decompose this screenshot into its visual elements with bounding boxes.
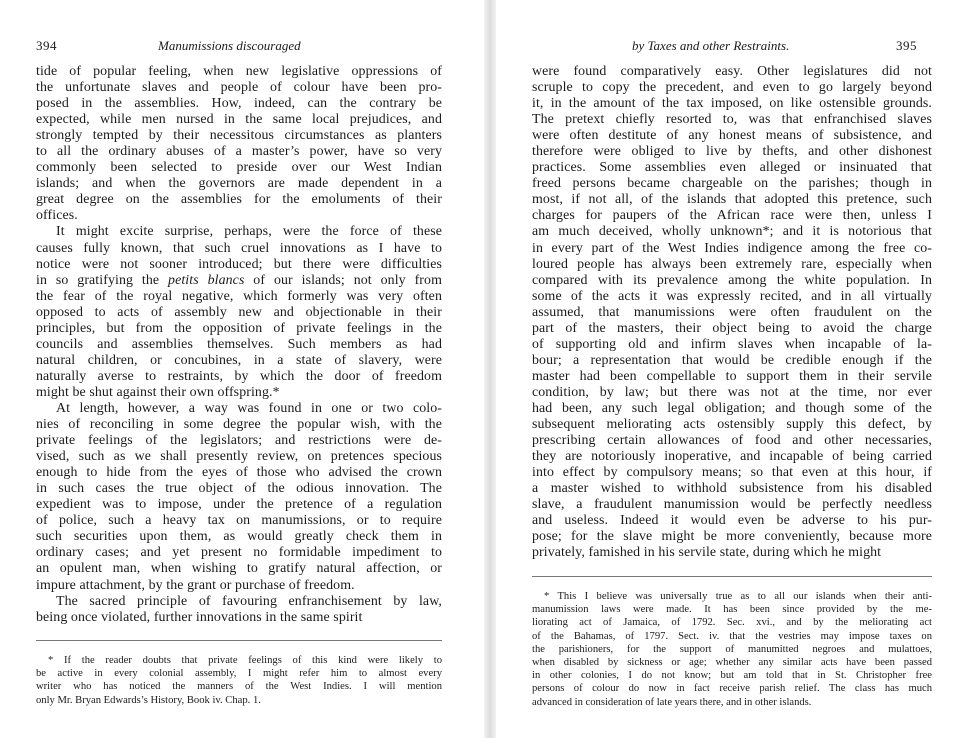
text-line: principles, but from the opposition of private feelings in the xyxy=(36,320,442,336)
footnote-line: the parishioners, for the support of manumitted negroes and mulattoes, xyxy=(532,643,932,655)
text-line: were found comparatively easy. Other legislatures did not xyxy=(532,64,932,79)
text-line: part of the masters, their object being to avoid the charge xyxy=(532,320,932,336)
text-line: islands; and when the governors are made dependent in a xyxy=(36,176,442,192)
page-number: 395 xyxy=(896,38,917,53)
text-line: The sacred principle of favouring enfranchisement by law, xyxy=(56,593,442,609)
text-line: the fear of the royal negative, which formerly was very often xyxy=(36,288,442,304)
text-line: It might excite surprise, perhaps, were the force of these xyxy=(56,224,442,240)
text-line: scruple to copy the precedent, and even to go largely beyond xyxy=(532,80,932,96)
right-page xyxy=(496,0,980,738)
text-line: most, if not all, of the islands that adopted this pretence, such xyxy=(532,192,932,208)
body-text xyxy=(36,64,442,626)
text-line: nies of reconciling in some degree the popular wish, with the xyxy=(36,417,442,433)
text-line: bour; a representation that would be credible enough if the xyxy=(532,352,932,368)
text-line: in so gratifying the petits blancs of our islands; not only from xyxy=(36,272,442,288)
footnote xyxy=(532,590,932,709)
footnote-rule xyxy=(532,576,932,577)
footnote-line: persons of colour do now in fact receive parish relief. The class has much xyxy=(532,683,932,695)
text-line: and useless. Indeed it would even be adverse to his pur- xyxy=(532,513,932,529)
text-line: naturally averse to restraints, by which the door of freedom xyxy=(36,368,442,384)
footnote-line: when disabled by sickness or age; whether any similar acts have been passed xyxy=(532,657,932,669)
text-line: tide of popular feeling, when new legislative oppressions of xyxy=(36,64,442,79)
text-line: condition, by law; but there was not at the time, nor ever xyxy=(532,384,932,400)
text-line: of police, such a heavy tax on manumissions, or to require xyxy=(36,513,442,529)
text-line: practices. Some assemblies even alleged or insinuated that xyxy=(532,160,932,176)
footnote-line: * If the reader doubts that private feelings of this kind were likely to xyxy=(48,655,442,666)
footnote-line: advanced in consideration of late years there, and in other islands. xyxy=(532,696,812,708)
text-line: ordinary cases; and yet present no formidable impediment to xyxy=(36,545,442,561)
text-line: notice were not sooner introduced; but there were difficulties xyxy=(36,256,442,272)
text-line: natural children, or concubines, in a state of slavery, were xyxy=(36,352,442,368)
text-line: such securities upon them, as would greatly check them in xyxy=(36,529,442,545)
italic-phrase: petits blancs xyxy=(168,272,245,288)
text-line: great degree on the assemblies for the emoluments of their xyxy=(36,192,442,208)
footnote-line: liorating act of Jamaica, of 1792. Sec. xvi., and by the meliorating act xyxy=(532,617,932,629)
footnote xyxy=(36,654,442,707)
text-line: were often destitute of any honest means of subsistence, and xyxy=(532,128,932,144)
text-line: of supporting old and infirm slaves when incapable of la- xyxy=(532,336,932,352)
text-line: councils and assemblies themselves. Such members as had xyxy=(36,336,442,352)
text-line: enough to hide from the eyes of those who advised the crown xyxy=(36,465,442,481)
left-page xyxy=(0,0,484,738)
footnote-line: manumission laws were made. It has been since provided by the me- xyxy=(532,604,932,616)
text-line: an opulent man, when wishing to gratify natural affection, or xyxy=(36,561,442,577)
footnote-line: in other colonies, I do not know; but am told that in St. Christopher free xyxy=(532,670,932,682)
text-line: in every part of the West Indies indigence among the free co- xyxy=(532,240,932,256)
footnote-line: writer who has noticed the manners of the West Indies. I will mention xyxy=(36,681,442,693)
text-line: prescribing certain allowances of food and other necessaries, xyxy=(532,433,932,449)
text-line: master had been compellable to support them in their servile xyxy=(532,368,932,384)
text-line: private feelings of the legislators; and restrictions were de- xyxy=(36,433,442,449)
text-line: At length, however, a way was found in one or two colo- xyxy=(56,400,442,416)
text-line: might be shut against their own offspring.* xyxy=(36,384,280,400)
text-line: some of the acts it was expressly recited, and in all virtually xyxy=(532,288,932,304)
text-line: impure attachment, by the grant or purchase of freedom. xyxy=(36,577,355,593)
text-line: freed persons became chargeable on the parishes; though in xyxy=(532,176,932,192)
text-line: to all the ordinary abuses of a master’s power, have so very xyxy=(36,144,442,160)
text-line: it, in the amount of the tax imposed, on like ostensible grounds. xyxy=(532,96,932,112)
text-line: expected, while men nursed in the same local prejudices, and xyxy=(36,112,442,128)
text-line: expedient was to impose, under the pretence of a regulation xyxy=(36,497,442,513)
footnote-line: only Mr. Bryan Edwards’s History, Book iv. Chap. 1. xyxy=(36,694,261,706)
text-line: the unfortunate slaves and people of colour have been pro- xyxy=(36,80,442,96)
text-line: vised, such as we shall presently review, on pretences specious xyxy=(36,449,442,465)
text-line: assumed, that manumissions were often fraudulent on the xyxy=(532,304,932,320)
text-line: strongly tempted by their necessitous circumstances as planters xyxy=(36,128,442,144)
text-line: had been, any such legal obligation; and though some of the xyxy=(532,400,932,416)
text-line: slave, a fraudulent manumission would be perfectly needless xyxy=(532,497,932,513)
text-line: therefore were obliged to live by thefts, and other dishonest xyxy=(532,144,932,160)
footnote-line: of the Bahamas, of 1797. Sect. iv. that the vestries may impose taxes on xyxy=(532,630,932,642)
text-line: subsequent meliorating acts ostensibly supply this defect, by xyxy=(532,417,932,433)
text-line: into effect by compulsory means; so that even at this hour, if xyxy=(532,465,932,481)
text-line: compared with its prevalence among the white population. In xyxy=(532,272,932,288)
text-line: opposed to acts of assembly new and objectionable in their xyxy=(36,304,442,320)
text-line: The pretext chiefly resorted to, was that enfranchised slaves xyxy=(532,112,932,128)
text-line: they are notoriously inoperative, and incapable of being carried xyxy=(532,449,932,465)
text-line: am much deceived, wholly unknown*; and it is notorious that xyxy=(532,224,932,240)
text-line: in such cases the true object of the odious innovation. The xyxy=(36,481,442,497)
text-line: charges for paupers of the African race were then, unless I xyxy=(532,208,932,224)
text-line: posed in the assemblies. How, indeed, can the contrary be xyxy=(36,96,442,112)
running-title: Manumissions discouraged xyxy=(158,38,301,53)
body-text xyxy=(532,64,932,561)
text-line: pose; for the slave might be more conveniently, because more xyxy=(532,529,932,545)
footnote-rule xyxy=(36,640,442,641)
text-line: privately, famished in his servile state, during which he might xyxy=(532,545,882,561)
text-line: offices. xyxy=(36,208,78,224)
footnote-line: * This I believe was universally true as to all our islands when their anti- xyxy=(544,591,932,602)
text-line: causes fully known, that such cruel innovations as I have to xyxy=(36,240,442,256)
running-title: by Taxes and other Restraints. xyxy=(632,38,790,53)
book-gutter xyxy=(484,0,496,738)
text-line: being once violated, further innovations in the same spirit xyxy=(36,609,363,625)
text-line: a master wished to withhold subsistence from his disabled xyxy=(532,481,932,497)
footnote-line: be active in every colonial assembly, I might refer him to almost every xyxy=(36,668,442,680)
text-line: commonly been selected to preside over our West Indian xyxy=(36,160,442,176)
text-line: loured people has always been extremely rare, especially when xyxy=(532,256,932,272)
page-number: 394 xyxy=(36,38,57,53)
